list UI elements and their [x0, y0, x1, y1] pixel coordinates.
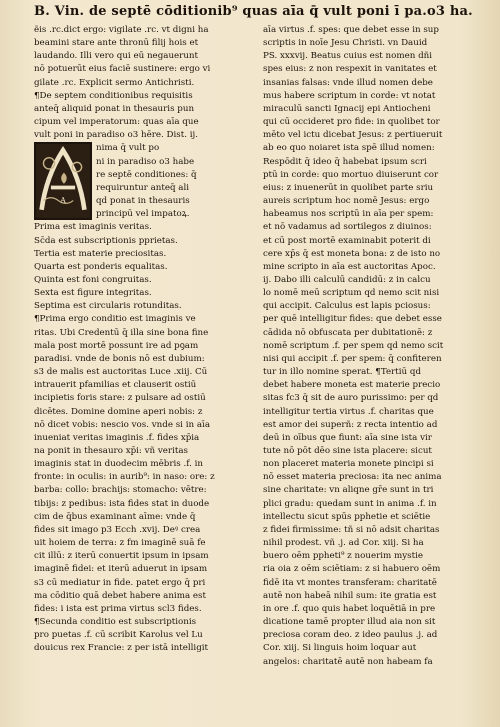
- text-line: autē non habeā nihil sum: ite gratia est: [263, 590, 437, 601]
- text-line: ¶Prima ergo conditio est imaginis ve: [34, 314, 196, 325]
- text-line: aureis scriptum hoc nomē Jesus: ergo: [263, 196, 430, 207]
- text-line: deū in oībus que fiunt: aīa sine ista vir: [263, 432, 432, 443]
- text-line: fidē ita vt montes transferam: charitatē: [263, 577, 437, 588]
- text-line: Cor. xiij. Si linguis hoim loquar aut: [263, 643, 417, 654]
- text-line: vult poni in paradiso o3 hēre. Dist. ij.: [34, 130, 198, 141]
- running-header: B. Vin. de septē cōditionib⁹ quas aīa q̄ vult poni ī pa.o3 ha.: [34, 4, 473, 19]
- text-line: cipum vel imperatorum: quas aīa que: [34, 117, 199, 128]
- text-line: ij. Dabo illi calculū candidū: z in calcu: [263, 274, 431, 285]
- text-line: gilate .rc. Explicit sermo Antichristi.: [34, 77, 195, 88]
- text-line: est amor dei superñ: z recta intentio ad: [263, 419, 438, 430]
- text-line: sitas fc3 q̄ sit de auro purissimo: per qd: [263, 393, 439, 404]
- left-column: [34, 24, 258, 656]
- text-line: s3 de malis est auctoritas Luce .xiij. Cū: [34, 367, 208, 378]
- text-line: lo nomē meū scriptum qd nemo scit nisi: [263, 288, 440, 299]
- text-line: fronte: in oculis: in aurib⁹: in naso: ore: z: [34, 472, 215, 483]
- text-line: nima q̄ vult po: [96, 143, 160, 154]
- text-line: nomē scriptum .f. per spem qd nemo scit: [263, 340, 444, 351]
- text-line: dicētes. Domine domine aperi nobis: z: [34, 406, 203, 417]
- text-line: Tertia est materie preciositas.: [34, 248, 167, 259]
- text-line: beamini stare ante thronū filij hois et: [34, 38, 199, 49]
- drop-initial-block: [34, 142, 258, 221]
- text-line: ritas. Ubi Credentū q̄ illa sine bona fine: [34, 327, 209, 338]
- text-line: preciosa coram deo. z ideo paulus .j. ad: [263, 630, 438, 641]
- text-line: nō esset materia preciosa: ita nec anima: [263, 472, 442, 483]
- text-line: qd ponat in thesauris: [96, 196, 190, 207]
- text-line: fides sit imago p3 Ecch .xvij. Deꝰ crea: [34, 524, 201, 535]
- text-line: habeamus nos scriptū in aīa per spem:: [263, 209, 434, 220]
- text-line: qui cū occideret pro fide: in quolibet tor: [263, 117, 440, 128]
- text-line: aīa virtus .f. spes: que debet esse in sup: [263, 25, 439, 35]
- text-line: barba: collo: brachijs: stomacho: vētre:: [34, 485, 207, 496]
- text-line: mēto vel ictu dicebat Jesus: z pertiueruit: [263, 130, 443, 141]
- text-line: incipietis foris stare: z pulsare ad ostiū: [34, 393, 206, 404]
- text-line: ẽis .rc.dict ergo: vigilate .rc. vt digni ha: [34, 25, 209, 35]
- text-line: sine charitate: vn aliqne gr̄e sunt in tri: [263, 485, 434, 496]
- text-line: Septima est circularis rotunditas.: [34, 301, 182, 312]
- text-line: principū vel impatoꝝ.: [96, 209, 190, 220]
- text-line: ¶De septem conditionibus requisitis: [34, 90, 193, 101]
- text-line: tute nō pōt dēo sine ista placere: sicut: [263, 446, 432, 456]
- initial-text-lines: [96, 142, 258, 221]
- text-line: s3 cū mediatur in fide. patet ergo q̄ pri: [34, 577, 206, 588]
- text-line: douicus rex Francie: z per istā intelligit: [34, 643, 209, 654]
- text-line: cādida nō obfuscata per dubitationē: z: [263, 327, 433, 338]
- text-line: Prima est imaginis veritas.: [34, 222, 152, 233]
- text-line: mala post mortē possunt ire ad pꝯam: [34, 340, 199, 351]
- text-line: debet habere moneta est materie precio: [263, 380, 441, 391]
- text-line: qui accipit. Calculus est lapis pciosus:: [263, 301, 431, 312]
- text-line: ptū in corde: quo mortuo diuiserunt cor: [263, 169, 439, 180]
- text-line: ni in paradiso o3 habe: [96, 156, 195, 167]
- ornament-icon: [36, 144, 90, 218]
- text-line: imaginē fidei: et iterū aduerut in ipsam: [34, 564, 208, 575]
- text-line: in ore .f. quo quis habet loquētiā in pre: [263, 603, 436, 614]
- text-line: ¶Secunda conditio est subscriptionis: [34, 617, 197, 628]
- left-column-intro: [34, 24, 258, 142]
- text-line: Sexta est figure integritas.: [34, 288, 152, 299]
- text-line: eius: z inuenerūt in quolibet parte sriu: [263, 182, 434, 193]
- text-line: cere xp̄s q̄ est moneta bona: z de isto no: [263, 248, 441, 259]
- left-column-body: [34, 221, 258, 655]
- text-line: Quinta est foni congruitas.: [34, 274, 152, 285]
- text-line: et cū post mortē examinabit poterit di: [263, 235, 431, 246]
- text-line: plici gradu: quedam sunt in anima .f. in: [263, 498, 437, 509]
- svg-text:A: A: [60, 195, 66, 205]
- text-line: z fidei firmissime: tñ si nō adsit charitas: [263, 524, 440, 535]
- text-line: uit hoiem de terra: z fm imaginē suā fe: [34, 538, 206, 549]
- text-line: nisi qui accipit .f. per spem: q̄ confiteren: [263, 353, 442, 364]
- text-line: miraculū sancti Ignacij epi Antiocheni: [263, 103, 431, 114]
- text-line: scriptis in noīe Jesu Christi. vn Dauid: [263, 38, 428, 49]
- text-line: intrauerit pfamilias et clauserit ostiū: [34, 380, 197, 391]
- text-line: Quarta est ponderis equalitas.: [34, 261, 168, 272]
- text-line: Respōdit q̄ ideo q̄ habebat ipsum scri: [263, 156, 427, 167]
- text-line: ma cōditio quā debet habere anima est: [34, 590, 206, 601]
- text-line: per quē intelligitur fides: que debet esse: [263, 314, 442, 325]
- text-line: cit illū: z iterū conuertit ipsum in ipsam: [34, 551, 209, 562]
- text-line: PS. xxxvij. Beatus cuius est nomen dñi: [263, 51, 433, 62]
- decorated-initial-a: [34, 142, 92, 220]
- text-line: requiruntur anteq̄ ali: [96, 182, 190, 193]
- text-line: non placeret materia monete pincipi si: [263, 459, 434, 470]
- text-line: inueniat veritas imaginis .f. fides xp̄ia: [34, 432, 200, 443]
- text-line: insanias falsas: vnde illud nomen debe: [263, 77, 433, 88]
- text-line: tibijs: z pedibus: ista fides stat in duode: [34, 498, 210, 509]
- text-line: paradisi. vnde de bonis nō est dubium:: [34, 353, 205, 364]
- text-line: nō dicet vobis: nescio vos. vnde si in aīa: [34, 419, 210, 430]
- text-line: re septē conditiones: q̄: [96, 169, 197, 180]
- text-line: Sc̄da est subscriptionis pprietas.: [34, 235, 178, 246]
- text-line: intelligitur tertia virtus .f. charitas que: [263, 406, 434, 417]
- text-line: ab eo quo noiaret ista spē illud nomen:: [263, 143, 435, 154]
- text-line: fides: i ista est prima virtus scl3 fides.: [34, 603, 202, 614]
- text-line: ria oia z oēm sciētiam: z si habuero oēm: [263, 564, 441, 575]
- right-column: [263, 24, 493, 669]
- text-line: pro puetas .f. cū scribit Karolus vel Lu: [34, 630, 203, 641]
- text-line: intellectu sicut spūs pphetie et sciētie: [263, 511, 431, 522]
- text-line: mine scripto in aīa est auctoritas Apoc.: [263, 261, 436, 272]
- text-line: laudando. Illi vero qui eū negauerunt: [34, 51, 199, 62]
- text-line: et nō vadamus ad sortilegos z diuinos:: [263, 222, 432, 233]
- text-line: mus habere scriptum in corde: vt notat: [263, 90, 436, 101]
- text-line: anteq̄ aliquid ponat in thesauris pun: [34, 103, 195, 114]
- text-line: dicatione tamē propter illud aia non sit: [263, 617, 436, 628]
- text-line: imaginis stat in duodecim mēbris .f. in: [34, 459, 204, 470]
- text-line: spes eius: z non respexit in vanitates et: [263, 64, 437, 75]
- text-line: buero oēm ppheti⁹ z nouerim mystie: [263, 551, 424, 562]
- text-line: cim de q̄bus examinant aīme: vnde q̄: [34, 511, 196, 522]
- text-line: na ponit in thesauro xp̄i: vñ veritas: [34, 446, 188, 456]
- text-line: tur in illo nomine sperat. ¶Tertiū qd: [263, 367, 421, 378]
- text-line: nihil prodest. vñ .j. ad Cor. xiij. Si ha: [263, 538, 424, 549]
- text-line: angelos: charitatē autē non habeam fa: [263, 656, 433, 667]
- text-line: nō potuerūt eius faciē sustinere: ergo vi: [34, 64, 211, 75]
